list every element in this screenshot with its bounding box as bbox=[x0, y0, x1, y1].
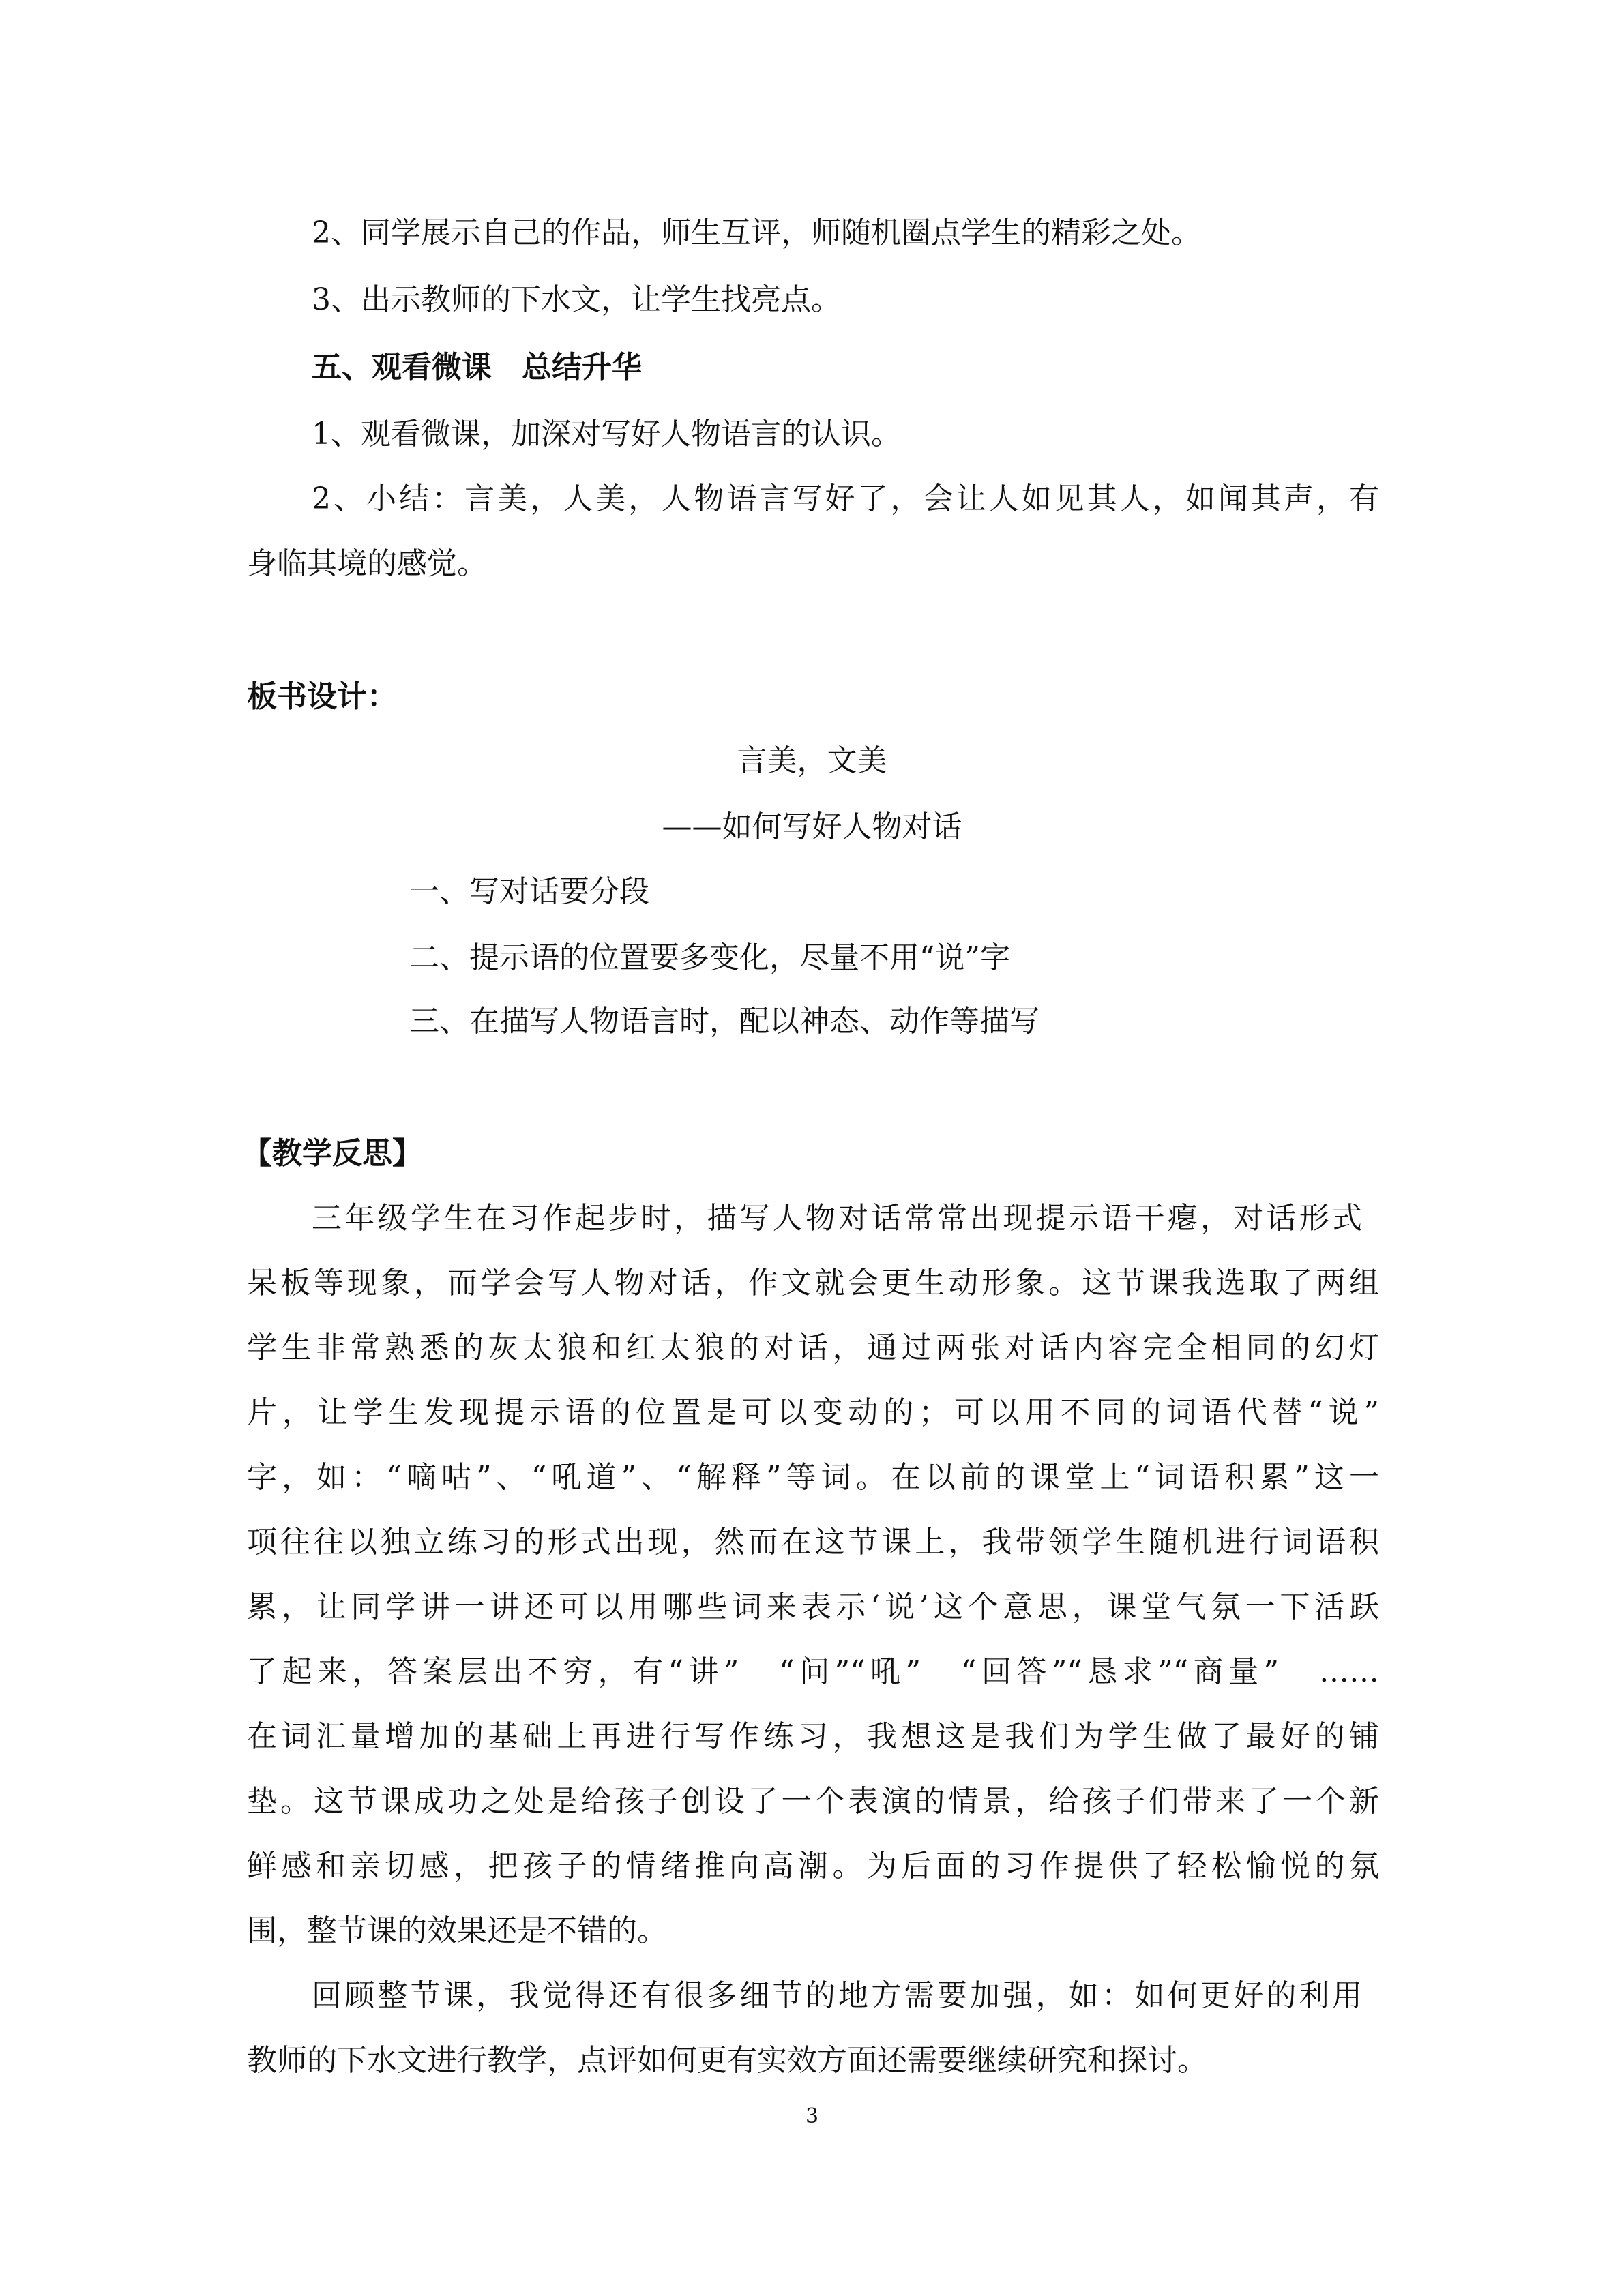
reflection-para-2-line: 回顾整节课，我觉得还有很多细节的地方需要加强，如：如何更好的利用 bbox=[312, 1978, 1362, 2013]
reflection-para-1-line: 垫。这节课成功之处是给孩子创设了一个表演的情景，给孩子们带来了一个新 bbox=[247, 1784, 1379, 1819]
board-subtitle: ——如何写好人物对话 bbox=[662, 809, 962, 844]
step-2: 2、同学展示自己的作品，师生互评，师随机圈点学生的精彩之处。 bbox=[312, 215, 1201, 250]
reflection-para-2-line: 教师的下水文进行教学，点评如何更有实效方面还需要继续研究和探讨。 bbox=[247, 2043, 1207, 2078]
reflection-para-1-line: 围，整节课的效果还是不错的。 bbox=[247, 1913, 667, 1948]
reflection-heading: 【教学反思】 bbox=[242, 1136, 422, 1171]
reflection-para-1-line: 学生非常熟悉的灰太狼和红太狼的对话，通过两张对话内容完全相同的幻灯 bbox=[247, 1330, 1379, 1365]
board-title: 言美，文美 bbox=[737, 743, 887, 778]
reflection-para-1-line: 呆板等现象，而学会写人物对话，作文就会更生动形象。这节课我选取了两组 bbox=[247, 1266, 1379, 1300]
reflection-para-1-line: 字，如：“嘀咕”、“吼道”、“解释”等词。在以前的课堂上“词语积累”这一 bbox=[247, 1460, 1379, 1495]
section-5-heading: 五、观看微课 总结升华 bbox=[312, 350, 642, 385]
reflection-para-1-line: 三年级学生在习作起步时，描写人物对话常常出现提示语干瘪，对话形式 bbox=[312, 1201, 1362, 1236]
page-number: 3 bbox=[805, 2104, 819, 2128]
reflection-para-1-line: 鲜感和亲切感，把孩子的情绪推向高潮。为后面的习作提供了轻松愉悦的氛 bbox=[247, 1849, 1379, 1883]
step-3: 3、出示教师的下水文，让学生找亮点。 bbox=[312, 282, 841, 317]
reflection-para-1-line: 累，让同学讲一讲还可以用哪些词来表示‘说’这个意思，课堂气氛一下活跃 bbox=[247, 1590, 1379, 1624]
reflection-para-1-line: 在词汇量增加的基础上再进行写作练习，我想这是我们为学生做了最好的铺 bbox=[247, 1719, 1379, 1754]
section-5-item-2-line-2: 身临其境的感觉。 bbox=[247, 546, 487, 581]
section-5-item-2-line-1: 2、小结：言美，人美，人物语言写好了，会让人如见其人，如闻其声，有 bbox=[312, 481, 1379, 516]
reflection-para-1-line: 项往往以独立练习的形式出现，然而在这节课上，我带领学生随机进行词语积 bbox=[247, 1525, 1379, 1560]
board-point-1: 一、写对话要分段 bbox=[409, 874, 649, 909]
board-design-heading: 板书设计： bbox=[247, 679, 397, 714]
board-point-3: 三、在描写人物语言时，配以神态、动作等描写 bbox=[409, 1004, 1039, 1039]
board-point-2: 二、提示语的位置要多变化，尽量不用“说”字 bbox=[409, 940, 1010, 975]
reflection-para-1-line: 了起来，答案层出不穷，有“讲” “问”“吼” “回答”“恳求”“商量” …… bbox=[247, 1654, 1379, 1689]
section-5-item-1: 1、观看微课，加深对写好人物语言的认识。 bbox=[312, 417, 901, 451]
reflection-para-1-line: 片，让学生发现提示语的位置是可以变动的；可以用不同的词语代替“说” bbox=[247, 1395, 1379, 1430]
